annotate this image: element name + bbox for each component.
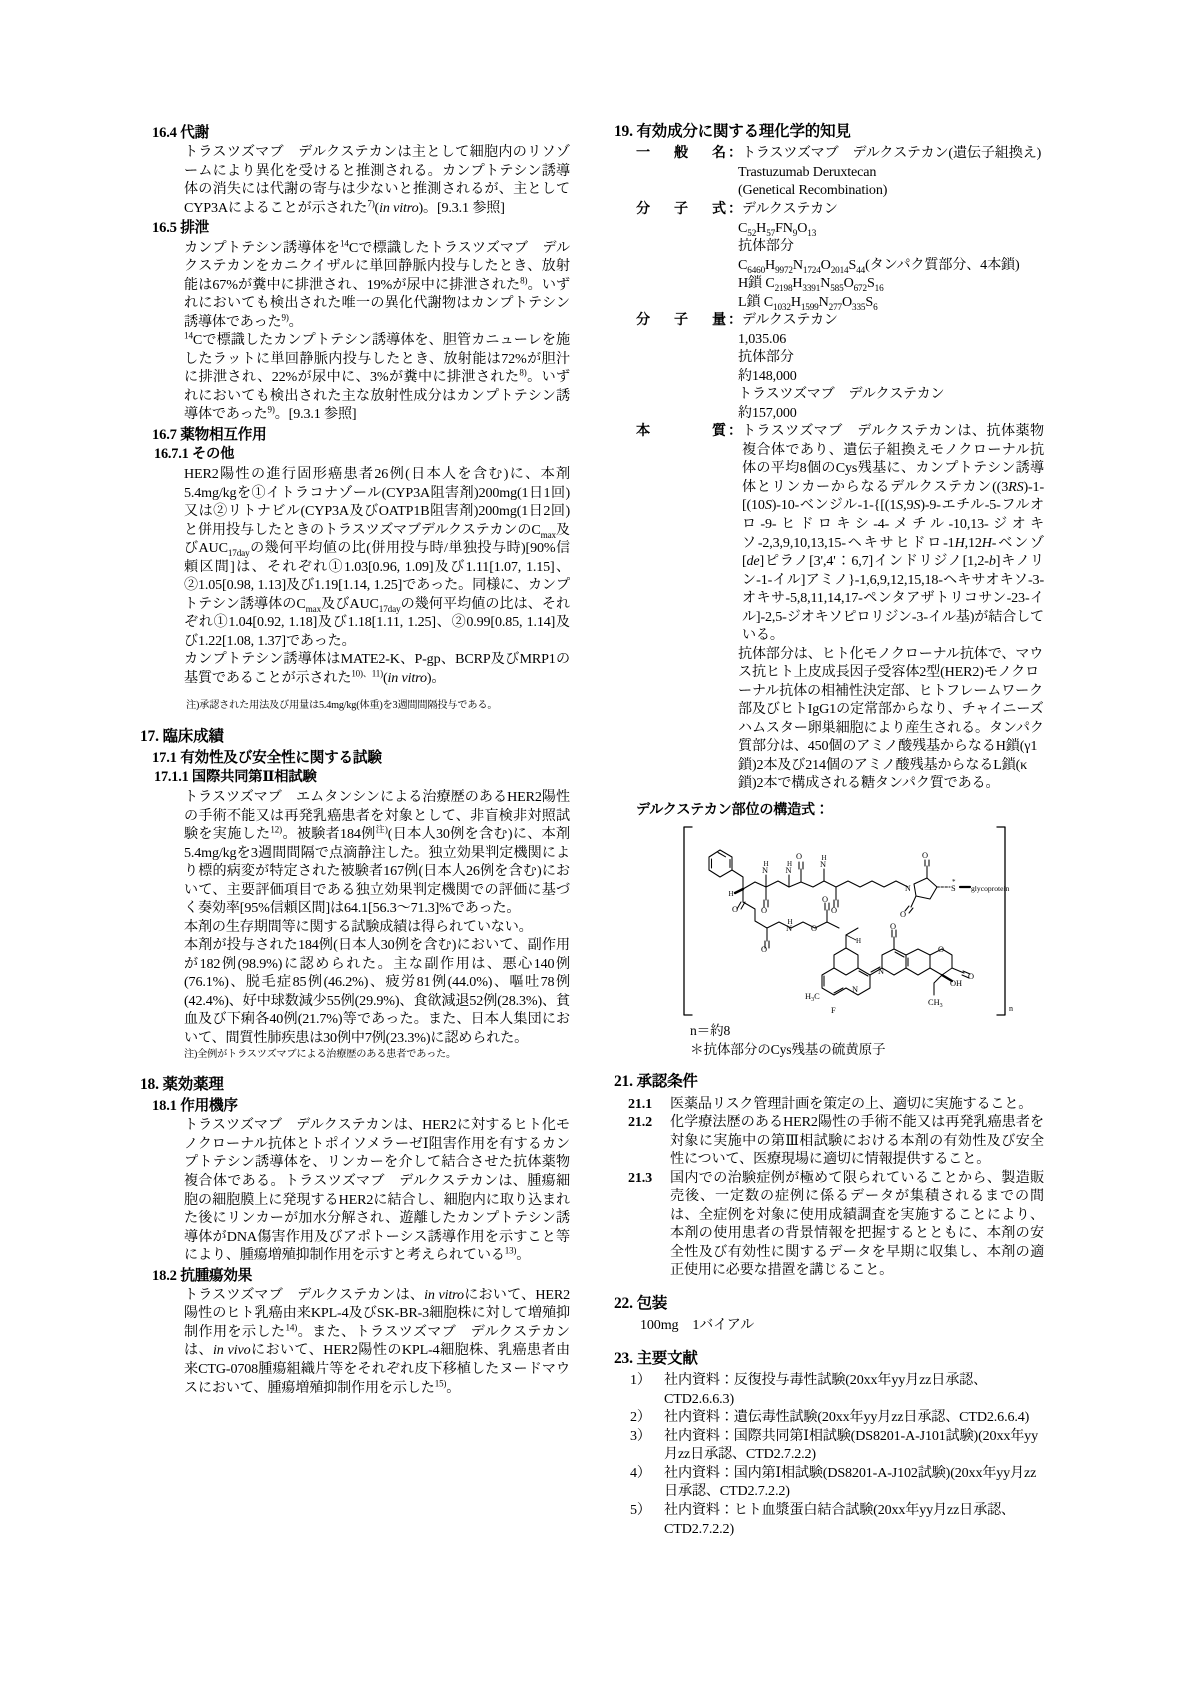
- subsection-number: 17.1: [152, 750, 177, 766]
- left-column: [140, 122, 570, 1538]
- chemical-structure-svg: [662, 821, 1040, 1021]
- section-heading-18-1: [152, 1097, 570, 1115]
- subsection-title: 国際共同第Ⅱ相試験: [191, 769, 317, 786]
- atom-label-h3c: $H_3C$: [805, 991, 820, 1003]
- atom-label-O12: O: [968, 971, 975, 981]
- def-value-generic-name-1: トラスツズマブ デルクステカン(遺伝子組換え): [741, 145, 1042, 162]
- subsection-number: 17.1.1: [154, 769, 189, 786]
- section-number: 23.: [614, 1349, 633, 1367]
- def-value-generic-name-2: Trastuzumab Deruxtecan: [738, 163, 877, 180]
- def-colon: ：: [728, 312, 742, 329]
- atom-label-F: F: [831, 1005, 836, 1015]
- def-value-weight-adc: 約157,000: [738, 404, 797, 421]
- def-value-formula-l-chain: L鎖 $C_{1032}H_{1599}N_{277}O_{335}S_6$: [738, 293, 878, 312]
- approval-condition-item: [628, 1095, 1044, 1114]
- def-value-weight-antibody: 約148,000: [738, 367, 797, 384]
- footnote-16-7: 注)承認された用法及び用量は5.4mg/kg(体重)を3週間間隔投与である。: [186, 700, 498, 712]
- atom-label-OH: OH: [950, 978, 963, 988]
- polymer-subscript-n: n: [1009, 1003, 1013, 1013]
- atom-label-H4: H: [787, 917, 793, 926]
- atom-label-O8: O: [811, 923, 818, 933]
- section-heading-18: [140, 1075, 570, 1094]
- section-number: 16.7: [152, 426, 177, 443]
- atom-label-N2: N: [785, 865, 792, 875]
- two-column-layout: [140, 122, 1045, 1538]
- def-value-weight-adc-label: トラスツズマブ デルクステカン: [738, 386, 945, 403]
- section-title: 薬効薬理: [162, 1075, 224, 1093]
- reference-text: 社内資料：国際共同第Ⅰ相試験(DS8201-A-J101試験)(20xx年yy月zz日承認、CTD2.7.2.2): [664, 1427, 1038, 1463]
- def-value-generic-name-3: (Genetical Recombination): [738, 182, 888, 199]
- section-title: 代謝: [180, 125, 209, 141]
- approval-conditions-list: [628, 1095, 1044, 1280]
- reference-number: 2）: [630, 1409, 651, 1426]
- reference-number: 5）: [630, 1502, 651, 1518]
- reference-number: 1）: [630, 1372, 651, 1389]
- packaging-content: 100mg 1バイアル: [640, 1317, 755, 1334]
- def-row-nature: [636, 422, 1044, 644]
- paragraph-17-1-1-3: 本剤が投与された184例(日本人30例を含む)において、副作用が182例(98.9%)に認められた。主な副作用は、悪心140例(76.1%)、脱毛症85例(46.2%)、疲労81例(44.0%)、嘔吐78例(42.4%)、好中球数減少55例(29.9%)、食欲減退52例(28.3%)、貧血及び下痢各40例(21.7%)等であった。また、日本人集団において、間質性肺疾患は30例中7例(23.3%)に認められた。: [184, 937, 570, 1046]
- paragraph-18-2-1: トラスツズマブ デルクステカンは、in vitroにおいて、HER2陽性のヒト乳癌由来KPL-4及びSK-BR-3細胞株に対して増殖抑制作用を示した$^{14)}$。また、トラスツズマブ デルクステカンは、in vivoにおいて、HER2陽性のKPL-4細胞株、乳癌患者由来CTG-0708腫瘍組織片等をそれぞれ皮下移植したヌードマウスにおいて、腫瘍増殖抑制作用を示した$^{15)}$。: [184, 1286, 570, 1396]
- section-title: 承認条件: [636, 1073, 698, 1091]
- item-number: 21.1: [628, 1095, 653, 1112]
- section-title: 主要文献: [636, 1349, 698, 1367]
- section-title: 排泄: [180, 220, 209, 237]
- subsection-number: 18.1: [152, 1098, 177, 1115]
- subsection-number: 16.7.1: [154, 446, 189, 463]
- deruxtecan-structure-figure: [662, 821, 1040, 1021]
- paragraph-16-4-1: トラスツズマブ デルクステカンは主として細胞内のリソゾームにより異化を受けると推測される。カンプトテシン誘導体の消失には代謝の寄与は少ないと推測されるが、主としてCYP3Aによることが示された$^{7)}$(in vitro)。[9.3.1 参照]: [184, 144, 570, 216]
- def-value-weight-antibody-label: 抗体部分: [738, 349, 794, 366]
- approval-condition-item: [628, 1113, 1044, 1169]
- paragraph-16-7-1-1: HER2陽性の進行固形癌患者26例(日本人を含む)に、本剤5.4mg/kgを①イトラコナゾール(CYP3A阻害剤)200mg(1日1回)又は②リトナビル(CYP3A及びOATP1B阻害剤)200mg(1日2回)と併用投与したときのトラスツズマブデルクステカンの$C_{max}$及び$AUC_{17day}$の幾何平均値の比(併用投与時/単独投与時)[90%信頼区間]は、それぞれ①1.03[0.96, 1.09]及び1.11[1.07, 1.15]、②1.05[0.98, 1.13]及び1.19[1.14, 1.25]であった。同様に、カンプトテシン誘導体の$C_{max}$及び$AUC_{17day}$の幾何平均値の比は、それぞれ①1.04[0.92, 1.18]及び1.18[1.11, 1.25]、②0.99[0.85, 1.14]及び1.22[1.08, 1.37]であった。: [184, 466, 570, 649]
- structure-figure-caption: デルクステカン部位の構造式：: [636, 801, 829, 818]
- reference-text: 社内資料：反復投与毒性試験(20xx年yy月zz日承認、CTD2.6.6.3): [664, 1372, 988, 1407]
- atom-label-O5: O: [900, 909, 907, 919]
- atom-label-O11: O: [938, 944, 945, 954]
- atom-label-O6: O: [732, 904, 739, 914]
- reference-item: [630, 1427, 1044, 1464]
- def-value-weight-title: デルクステカン: [741, 312, 838, 329]
- section-number: 21.: [614, 1073, 633, 1091]
- section-title: 臨床成績: [162, 727, 224, 745]
- def-term-molecular-weight: 分子量: [636, 312, 726, 329]
- subsection-title: その他: [191, 446, 235, 463]
- subsection-title: 有効性及び安全性に関する試験: [180, 750, 382, 766]
- def-row-generic-name: [636, 144, 1044, 163]
- section-heading-16-4: [152, 124, 570, 142]
- section-heading-16-7-1: [154, 446, 570, 464]
- paragraph-17-1-1-1: トラスツズマブ エムタンシンによる治療歴のあるHER2陽性の手術不能又は再発乳癌患者を対象として、非盲検非対照試験を実施した$^{12)}$。被験者184例$^{注)}$(日本人30例を含む)に、本剤5.4mg/kgを3週間間隔で点滴静注した。独立効果判定機関により標的病変が特定された被験者167例(日本人26例を含む)において、主要評価項目である独立効果判定機関での評価に基づく奏効率[95%信頼区間]は64.1[56.3～71.3]%であった。: [184, 789, 570, 917]
- section-heading-17: [140, 727, 570, 746]
- reference-text: 社内資料：ヒト血漿蛋白結合試験(20xx年yy月zz日承認、CTD2.7.2.2): [664, 1502, 1015, 1537]
- section-heading-16-7: [152, 426, 570, 444]
- atom-label-O7: O: [761, 944, 768, 954]
- reference-item: [630, 1371, 1044, 1408]
- references-list: [630, 1371, 1044, 1538]
- paragraph-16-5-1: カンプトテシン誘導体を$^{14}$Cで標識したトラスツズマブ デルクステカンをカニクイザルに単回静脈内投与したとき、放射能は67%が糞中に排泄され、19%が尿中に排泄された$^{8)}$。いずれにおいても検出された唯一の異化代謝物はカンプトテシン誘導体であった$^{9)}$。: [184, 237, 570, 330]
- section-heading-17-1: [152, 749, 570, 767]
- reference-number: 3）: [630, 1427, 651, 1444]
- atom-label-N5: N: [852, 984, 859, 994]
- section-heading-18-2: [152, 1267, 570, 1285]
- reference-text: 社内資料：国内第Ⅰ相試験(DS8201-A-J102試験)(20xx年yy月zz日承認、CTD2.7.2.2): [664, 1464, 1037, 1500]
- def-value-nature-1: トラスツズマブ デルクステカンは、抗体薬物複合体であり、遺伝子組換えモノクローナル抗体の平均8個のCys残基に、カンプトテシン誘導体とリンカーからなるデルクステカン((3RS)-1-[(10S)-10-ベンジル-1-{[(1S,9S)-9-エチル-5-フルオロ-9-ヒドロキシ-4-メチル-10,13-ジオキソ-2,3,9,10,13,15-ヘキサヒドロ-1H,12H-ベンゾ[de]ピラノ[3',4'：6,7]インドリジノ[1,2-b]キノリン-1-イル]アミノ}-1,6,9,12,15,18-ヘキサオキソ-3-オキサ-5,8,11,14,17-ペンタアザトリコサン-23-イル]-2,5-ジオキソピロリジン-3-イル基)が結合している。: [741, 423, 1044, 644]
- def-row-molecular-formula: [636, 200, 1044, 219]
- section-heading-21: [614, 1072, 1044, 1091]
- atom-label-H2: H: [787, 859, 793, 868]
- section-title: 包装: [636, 1295, 668, 1312]
- item-number: 21.2: [628, 1114, 653, 1131]
- asterisk-label: *: [952, 877, 956, 886]
- item-text: 化学療法歴のあるHER2陽性の手術不能又は再発乳癌患者を対象に実施中の第Ⅲ相試験における本剤の有効性及び安全性について、医療現場に適切に情報提供すること。: [670, 1114, 1044, 1168]
- atom-label-N6: N: [878, 966, 885, 976]
- atom-label-O1: O: [761, 905, 768, 915]
- atom-label-O3: O: [831, 905, 838, 915]
- atom-label-N3: N: [820, 859, 827, 869]
- def-row-molecular-weight: [636, 311, 1044, 330]
- def-value-weight-deruxtecan: 1,035.06: [738, 330, 787, 347]
- def-term-molecular-formula: 分子式: [636, 200, 726, 217]
- svg-text:N: N: [905, 883, 911, 893]
- section-title: 薬物相互作用: [180, 426, 267, 443]
- atom-label-O4: O: [922, 850, 929, 860]
- reference-text: 社内資料：遺伝毒性試験(20xx年yy月zz日承認、CTD2.6.6.4): [664, 1409, 1030, 1426]
- def-colon: ：: [728, 200, 742, 217]
- approval-condition-item: [628, 1169, 1044, 1280]
- def-colon: ：: [728, 145, 742, 162]
- atom-label-N: N: [762, 865, 769, 875]
- def-value-formula-antibody-label: 抗体部分: [738, 238, 794, 255]
- right-column: [614, 122, 1044, 1538]
- section-heading-23: [614, 1349, 1044, 1368]
- paragraph-18-1-1: トラスツズマブ デルクステカンは、HER2に対するヒト化モノクローナル抗体とトポイソメラーゼⅠ阻害作用を有するカンプトテシン誘導体を、リンカーを介して結合させた抗体薬物複合体である。トラスツズマブ デルクステカンは、腫瘍細胞の細胞膜上に発現するHER2に結合し、細胞内に取り込まれた後にリンカーが加水分解され、遊離したカンプトテシン誘導体がDNA傷害作用及びアポトーシス誘導作用を示すこと等により、腫瘍増殖抑制作用を示すと考えられている$^{13)}$。: [184, 1117, 570, 1264]
- def-colon: ：: [728, 423, 742, 440]
- item-text: 国内での治験症例が極めて限られていることから、製造販売後、一定数の症例に係るデータが集積されるまでの間は、全症例を対象に使用成績調査を実施することにより、本剤の使用患者の背景情報を把握するとともに、本剤の安全性及び有効性に関するデータを早期に収集し、本剤の適正使用に必要な措置を講じること。: [670, 1169, 1044, 1279]
- item-text: 医薬品リスク管理計画を策定の上、適切に実施すること。: [670, 1095, 1033, 1112]
- section-number: 22.: [614, 1295, 633, 1312]
- def-value-nature-2: 抗体部分は、ヒト化モノクローナル抗体で、マウス抗ヒト上皮成長因子受容体2型(HER2)モノクローナル抗体の相補性決定部、ヒトフレームワーク部及びヒトIgG1の定常部からなり、チャイニーズハムスター卵巣細胞により産生される。タンパク質部分は、450個のアミノ酸残基からなるH鎖(γ1鎖)2本及び214個のアミノ酸残基からなるL鎖(κ鎖)2本で構成される糖タンパク質である。: [738, 645, 1044, 792]
- physicochemical-definition-list: [636, 144, 1044, 793]
- section-number: 18.: [140, 1075, 159, 1093]
- section-title: 有効成分に関する理化学的知見: [636, 123, 851, 140]
- atom-label-O9: O: [822, 894, 829, 904]
- section-heading-16-5: [152, 219, 570, 237]
- atom-label-O2: O: [796, 851, 803, 861]
- def-value-formula-deruxtecan: $C_{52}H_{57}FN_9O_{13}$: [738, 219, 817, 238]
- atom-label-H3: H: [821, 853, 827, 862]
- reference-number: 4）: [630, 1464, 651, 1481]
- section-heading-19: [614, 122, 1044, 141]
- def-value-formula-antibody: $C_{6460}H_{9972}N_{1724}O_{2014}S_{44}$(タンパク質部分、4本鎖): [738, 256, 1020, 275]
- reference-item: [630, 1501, 1044, 1538]
- def-value-formula-title: デルクステカン: [741, 200, 838, 217]
- paragraph-17-1-1-2: 本剤の生存期間等に関する試験成績は得られていない。: [184, 918, 533, 935]
- subsection-title: 作用機序: [180, 1098, 238, 1115]
- footnote-17-1-1: 注)全例がトラスツズマブによる治療歴のある患者であった。: [184, 1048, 457, 1060]
- def-value-formula-h-chain: H鎖 $C_{2198}H_{3391}N_{585}O_{672}S_{16}$: [738, 275, 884, 293]
- atom-label-H5: H: [856, 936, 862, 945]
- reference-item: [630, 1408, 1044, 1427]
- figure-note-asterisk: ＊抗体部分のCys残基の硫黄原子: [690, 1041, 886, 1057]
- paragraph-16-7-1-2: カンプトテシン誘導体はMATE2-K、P-gp、BCRP及びMRP1の基質であることが示された$^{10)、11)}$(in vitro)。: [184, 651, 570, 686]
- section-number: 17.: [140, 727, 159, 745]
- sulfur-label: S: [951, 883, 956, 893]
- section-heading-17-1-1: [154, 769, 570, 787]
- def-term-generic-name: 一般名: [636, 145, 726, 162]
- paragraph-16-5-2: $^{14}$Cで標識したカンプトテシン誘導体を、胆管カニューレを施したラットに単回静脈内投与したとき、放射能は72%が胆汁に排泄され、22%が尿中に、3%が糞中に排泄された$^{8)}$。いずれにおいても検出された主な放射性成分はカンプトテシン誘導体であった$^{9)}$。[9.3.1 参照]: [184, 330, 570, 423]
- atom-label-N4: N: [786, 923, 793, 933]
- subsection-title: 抗腫瘍効果: [180, 1267, 253, 1284]
- section-number: 16.4: [152, 125, 177, 141]
- reference-item: [630, 1464, 1044, 1501]
- atom-label-ch3: $CH_3$: [928, 997, 943, 1009]
- item-number: 21.3: [628, 1169, 653, 1186]
- section-number: 19.: [614, 123, 633, 140]
- section-number: 16.5: [152, 220, 177, 237]
- section-heading-22: [614, 1294, 1044, 1313]
- atom-label-H: H: [763, 859, 769, 868]
- glycoprotein-label: glycoprotein: [971, 883, 1010, 893]
- figure-note-n: n＝約8: [690, 1022, 731, 1038]
- def-term-nature: 本 質: [636, 423, 726, 440]
- atom-label-O10: O: [890, 921, 897, 931]
- subsection-number: 18.2: [152, 1267, 177, 1284]
- atom-label-H-stereo: H: [728, 889, 734, 898]
